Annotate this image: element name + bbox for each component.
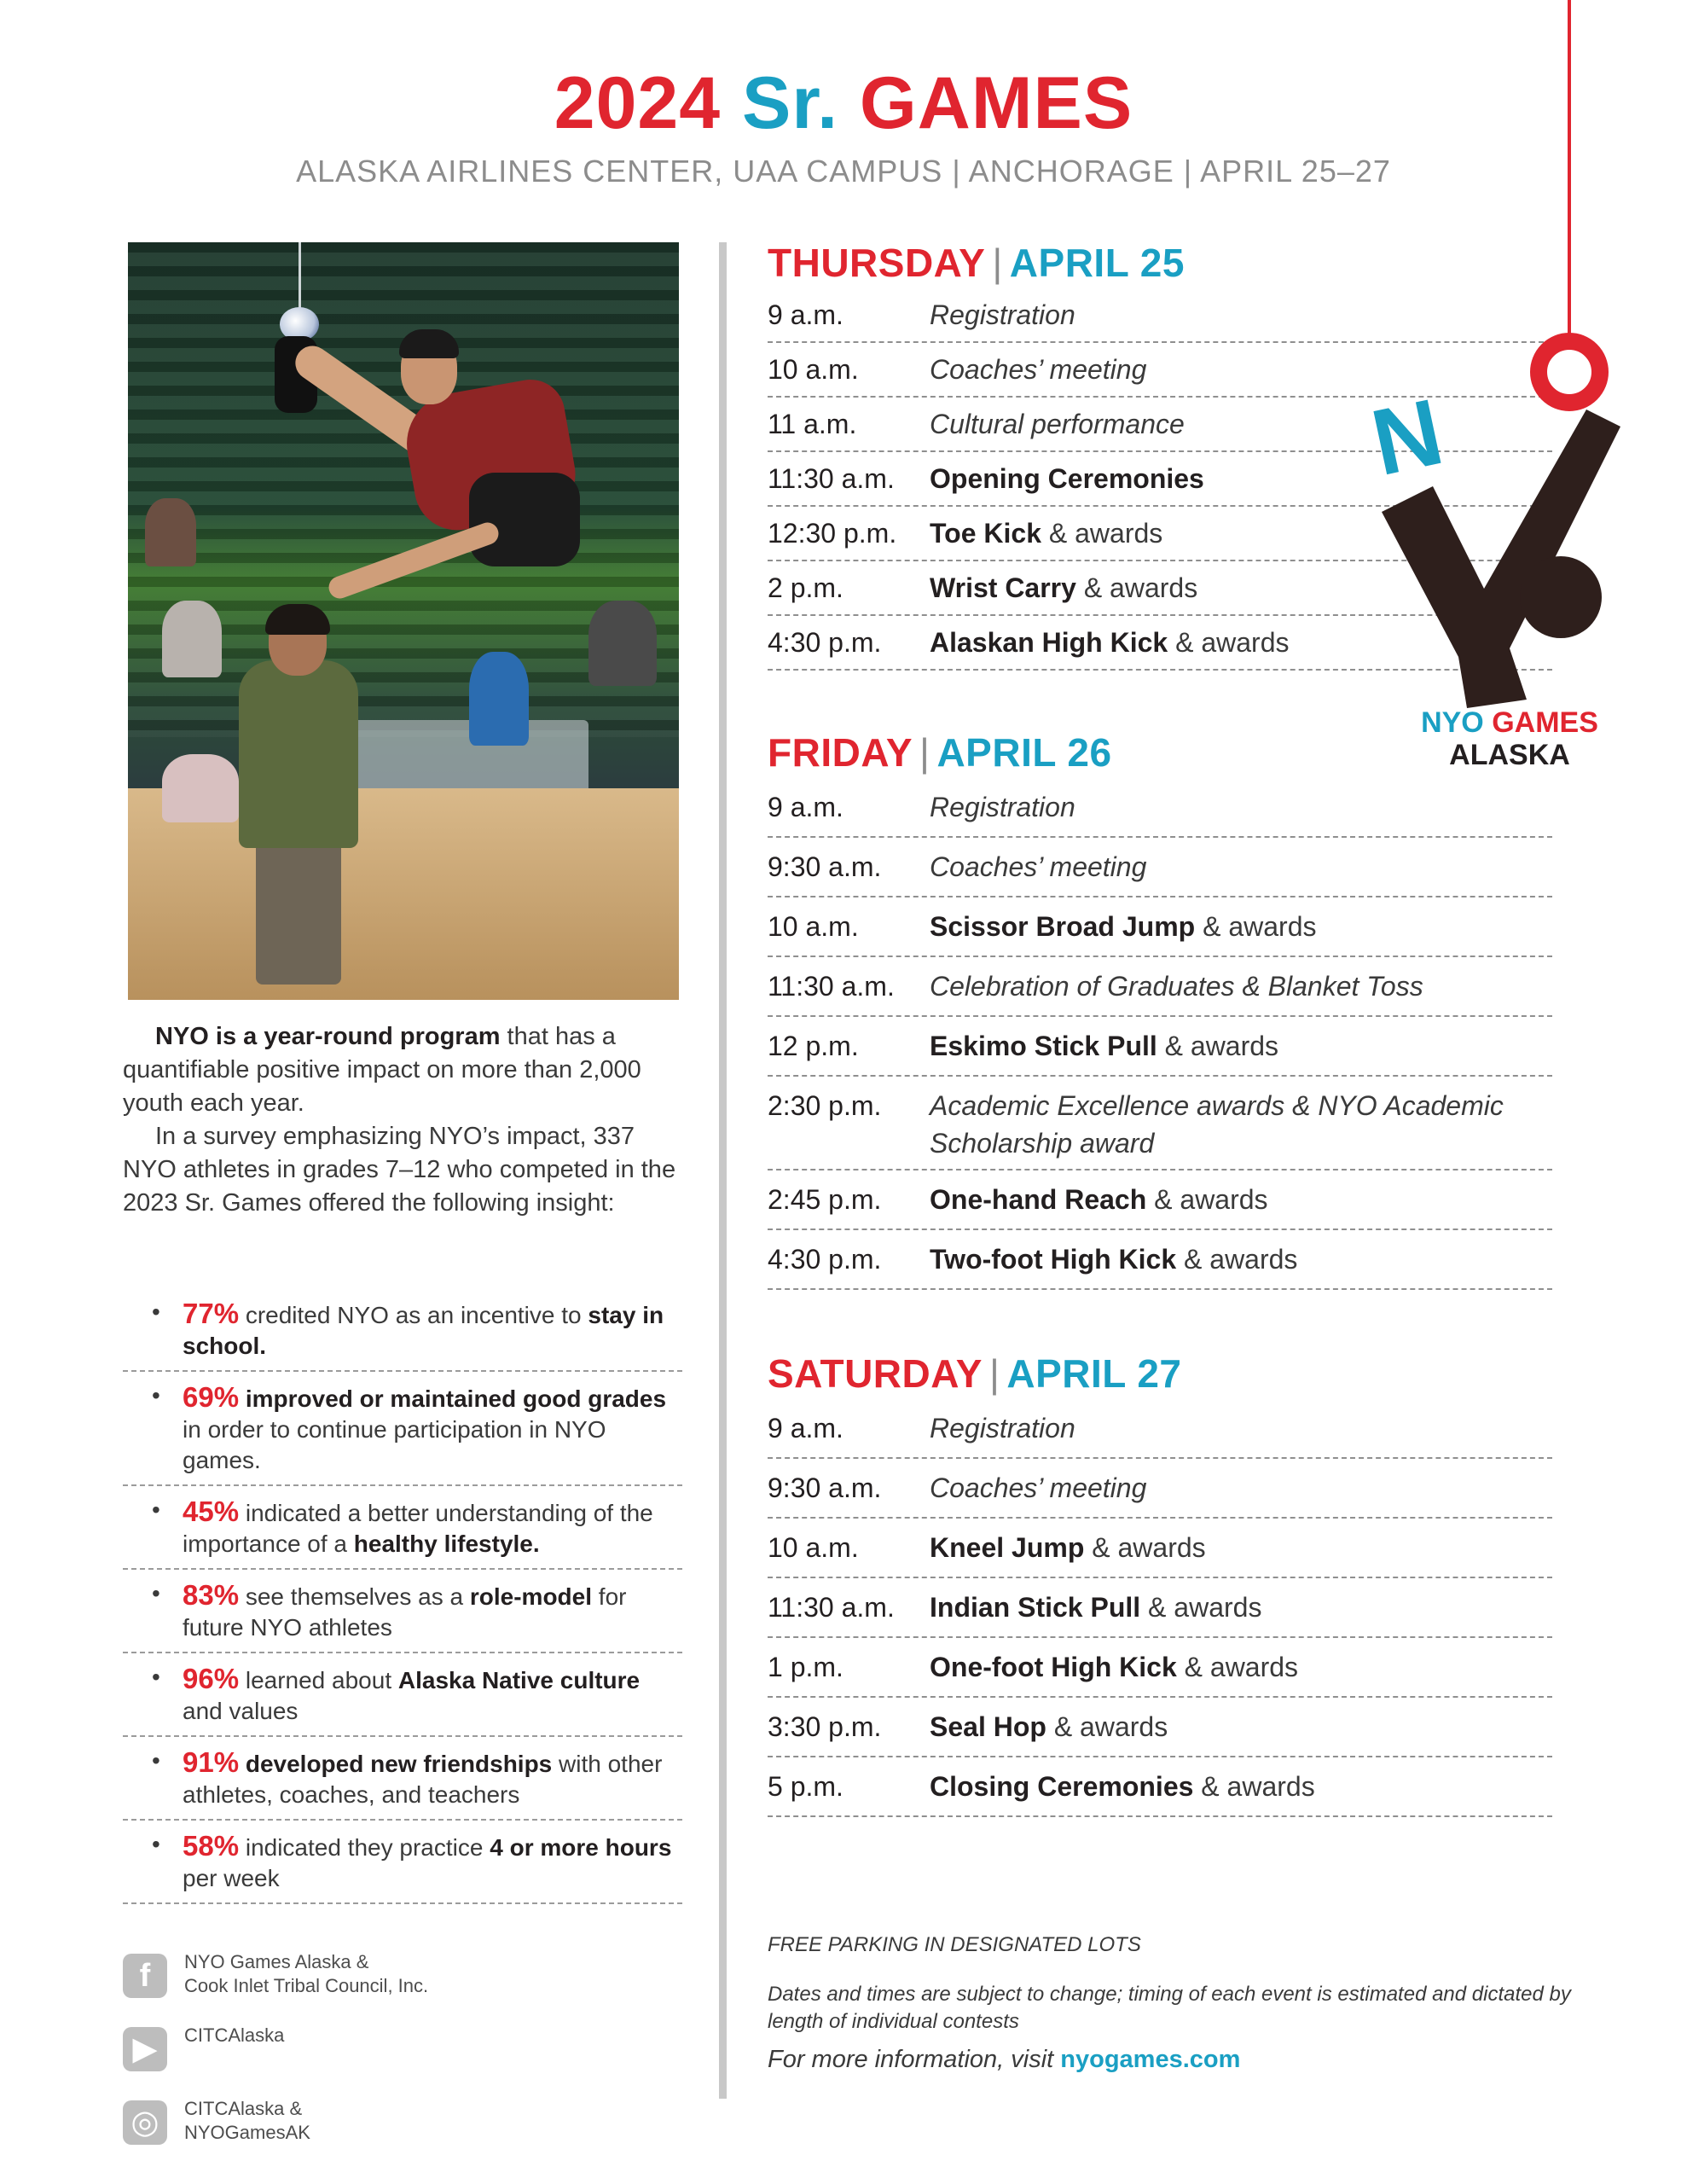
stat-text-end: in order to continue participation in NYO games. bbox=[183, 1416, 606, 1473]
event-name bbox=[930, 1578, 1552, 1636]
social-item[interactable] bbox=[123, 2024, 600, 2078]
social-text bbox=[184, 1950, 428, 1998]
stat-text: credited NYO as an incentive to bbox=[239, 1302, 588, 1328]
stat-percent: 91% bbox=[183, 1746, 240, 1778]
social-line-1: CITCAlaska bbox=[184, 2024, 285, 2046]
event-time: 11:30 a.m. bbox=[768, 1592, 895, 1623]
logo-y-dot bbox=[1520, 556, 1602, 638]
event-time: 10 a.m. bbox=[768, 354, 859, 385]
title-sr: Sr. bbox=[741, 62, 838, 144]
photo-spectator bbox=[162, 601, 222, 677]
stat-highlight: 4 or more hours bbox=[490, 1834, 672, 1861]
social-text bbox=[184, 2097, 310, 2145]
stat-item bbox=[123, 1486, 682, 1570]
event-name bbox=[930, 1399, 1552, 1457]
stat-text bbox=[239, 1385, 246, 1412]
event-italic: Registration bbox=[930, 299, 1075, 330]
event-suffix: & awards bbox=[1146, 1184, 1268, 1215]
stat-percent: 96% bbox=[183, 1663, 240, 1694]
schedule-row bbox=[768, 1230, 1552, 1290]
stat-text: indicated a better understanding of the importance of a bbox=[183, 1500, 653, 1557]
instagram-icon: ◎ bbox=[123, 2100, 167, 2145]
event-italic: Cultural performance bbox=[930, 409, 1185, 439]
intro-paragraph-2: In a survey emphasizing NYO’s impact, 337 NYO athletes in grades 7–12 who competed in the 2023 Sr. Games offered the following insight: bbox=[123, 1123, 676, 1217]
parking-note: FREE PARKING IN DESIGNATED LOTS bbox=[768, 1933, 1141, 1956]
event-suffix: & awards bbox=[1046, 1711, 1168, 1742]
event-bold: Alaskan High Kick bbox=[930, 627, 1168, 658]
logo-label bbox=[1382, 706, 1638, 771]
stat-percent: 69% bbox=[183, 1381, 240, 1413]
stat-highlight: healthy lifestyle. bbox=[353, 1531, 540, 1557]
event-time: 9 a.m. bbox=[768, 1413, 844, 1443]
event-time: 4:30 p.m. bbox=[768, 1244, 882, 1275]
day-date: APRIL 25 bbox=[1009, 241, 1185, 285]
event-name bbox=[930, 897, 1552, 956]
event-time: 2:30 p.m. bbox=[768, 1090, 882, 1121]
photo-spectator bbox=[145, 498, 196, 566]
schedule-row bbox=[768, 1399, 1552, 1459]
event-name bbox=[930, 1519, 1552, 1577]
event-name bbox=[930, 1017, 1552, 1075]
event-name bbox=[930, 1638, 1552, 1696]
event-name bbox=[930, 1459, 1552, 1517]
event-time: 9 a.m. bbox=[768, 792, 844, 822]
photo-spectator bbox=[588, 601, 657, 686]
event-suffix: & awards bbox=[1075, 572, 1198, 603]
stat-item bbox=[123, 1570, 682, 1653]
photo-banner bbox=[333, 720, 588, 797]
schedule-row bbox=[768, 957, 1552, 1017]
athlete-photo bbox=[128, 242, 679, 1000]
event-time: 5 p.m. bbox=[768, 1771, 844, 1802]
event-bold: Indian Stick Pull bbox=[930, 1592, 1141, 1623]
event-name bbox=[930, 957, 1552, 1015]
event-name bbox=[930, 1087, 1552, 1162]
event-bold: Seal Hop bbox=[930, 1711, 1046, 1742]
stat-text: learned about bbox=[239, 1667, 398, 1693]
schedule-row bbox=[768, 1698, 1552, 1757]
event-italic: Coaches’ meeting bbox=[930, 1472, 1147, 1503]
event-name bbox=[930, 1757, 1552, 1815]
event-bold: Opening Ceremonies bbox=[930, 463, 1204, 494]
event-name bbox=[930, 1698, 1552, 1756]
event-suffix: & awards bbox=[1176, 1244, 1298, 1275]
day-separator: | bbox=[988, 1351, 1000, 1396]
photo-judge-legs bbox=[256, 839, 341, 985]
event-suffix: & awards bbox=[1084, 1532, 1206, 1563]
schedule-rows bbox=[768, 778, 1552, 1290]
youtube-icon: ▶ bbox=[123, 2027, 167, 2071]
event-name bbox=[930, 1230, 1552, 1288]
event-suffix: & awards bbox=[1041, 518, 1163, 549]
event-time: 9 a.m. bbox=[768, 299, 844, 330]
event-suffix: & awards bbox=[1193, 1771, 1315, 1802]
event-bold: Wrist Carry bbox=[930, 572, 1076, 603]
schedule-row bbox=[768, 1017, 1552, 1077]
schedule-row bbox=[768, 1757, 1552, 1817]
event-time: 10 a.m. bbox=[768, 911, 859, 942]
day-name: THURSDAY bbox=[768, 241, 986, 285]
day-heading bbox=[768, 1348, 1552, 1399]
stat-text-end: and values bbox=[183, 1698, 299, 1724]
stat-item bbox=[123, 1653, 682, 1737]
day-separator: | bbox=[919, 730, 930, 775]
title-year: 2024 bbox=[554, 62, 722, 144]
page-subtitle: ALASKA AIRLINES CENTER, UAA CAMPUS | ANCHORAGE | APRIL 25–27 bbox=[296, 154, 1391, 189]
social-text bbox=[184, 2024, 284, 2048]
event-bold: Closing Ceremonies bbox=[930, 1771, 1194, 1802]
event-time: 11 a.m. bbox=[768, 409, 857, 439]
event-bold: Two-foot High Kick bbox=[930, 1244, 1177, 1275]
stat-percent: 83% bbox=[183, 1579, 240, 1611]
day-name: FRIDAY bbox=[768, 730, 913, 775]
event-time: 2:45 p.m. bbox=[768, 1184, 882, 1215]
logo-letter-o bbox=[1539, 341, 1600, 403]
stat-percent: 77% bbox=[183, 1298, 240, 1329]
event-bold: One-hand Reach bbox=[930, 1184, 1147, 1215]
social-item[interactable] bbox=[123, 1950, 600, 2005]
stat-item bbox=[123, 1288, 682, 1372]
event-italic: Coaches’ meeting bbox=[930, 851, 1147, 882]
day-name: SATURDAY bbox=[768, 1351, 983, 1396]
schedule-row bbox=[768, 1578, 1552, 1638]
stat-item bbox=[123, 1737, 682, 1821]
event-suffix: & awards bbox=[1140, 1592, 1262, 1623]
title-games: GAMES bbox=[859, 62, 1133, 144]
stat-highlight: developed new friendships bbox=[245, 1751, 553, 1777]
social-links bbox=[123, 1950, 600, 2170]
event-italic: Academic Excellence awards & NYO Academic Scholarship award bbox=[930, 1090, 1504, 1159]
disclaimer-note: Dates and times are subject to change; timing of each event is estimated and dictated by length of individual contests bbox=[768, 1983, 1571, 2033]
event-time: 12 p.m. bbox=[768, 1031, 859, 1061]
website-link[interactable]: nyogames.com bbox=[1060, 2046, 1241, 2073]
event-time: 9:30 a.m. bbox=[768, 1472, 882, 1503]
social-line-2: Cook Inlet Tribal Council, Inc. bbox=[184, 1975, 429, 1996]
social-line-1: CITCAlaska & bbox=[184, 2098, 303, 2119]
event-suffix: & awards bbox=[1176, 1652, 1299, 1682]
schedule-row bbox=[768, 1519, 1552, 1578]
nyo-logo bbox=[1356, 0, 1638, 768]
photo-jumper-shorts bbox=[469, 473, 580, 566]
photo-jumper-hair bbox=[399, 329, 459, 358]
social-line-2: NYOGamesAK bbox=[184, 2122, 310, 2143]
stat-percent: 45% bbox=[183, 1496, 240, 1527]
social-line-1: NYO Games Alaska & bbox=[184, 1951, 369, 1972]
footer-notes bbox=[768, 1933, 1586, 2074]
photo-judge-body bbox=[239, 660, 358, 848]
survey-stats-list bbox=[123, 1288, 682, 1904]
photo-cord bbox=[299, 242, 301, 311]
event-italic: Celebration of Graduates & Blanket Toss bbox=[930, 971, 1423, 1002]
stat-percent: 58% bbox=[183, 1830, 240, 1862]
event-time: 1 p.m. bbox=[768, 1652, 844, 1682]
event-time: 10 a.m. bbox=[768, 1532, 859, 1563]
logo-label-nyo: NYO bbox=[1421, 706, 1484, 739]
event-time: 9:30 a.m. bbox=[768, 851, 882, 882]
intro-paragraph-1 bbox=[123, 1020, 677, 1120]
event-time: 2 p.m. bbox=[768, 572, 844, 603]
day-date: APRIL 27 bbox=[1006, 1351, 1182, 1396]
intro-text bbox=[123, 1020, 677, 1220]
schedule-saturday bbox=[768, 1348, 1552, 1817]
social-item[interactable] bbox=[123, 2097, 600, 2152]
schedule-friday bbox=[768, 727, 1552, 1290]
stat-text-end: with other athletes, coaches, and teachers bbox=[183, 1751, 663, 1808]
event-name bbox=[930, 778, 1552, 836]
photo-spectator bbox=[162, 754, 239, 822]
schedule-rows bbox=[768, 1399, 1552, 1817]
stat-text bbox=[239, 1751, 246, 1777]
event-bold: Kneel Jump bbox=[930, 1532, 1085, 1563]
event-suffix: & awards bbox=[1157, 1031, 1279, 1061]
photo-spectator bbox=[469, 652, 529, 746]
more-info-text: For more information, visit bbox=[768, 2046, 1061, 2073]
schedule-row bbox=[768, 1077, 1552, 1170]
stat-text: see themselves as a bbox=[239, 1583, 470, 1610]
event-bold: Eskimo Stick Pull bbox=[930, 1031, 1157, 1061]
stat-highlight: improved or maintained good grades bbox=[245, 1385, 667, 1412]
column-divider bbox=[719, 242, 727, 2099]
event-italic: Registration bbox=[930, 792, 1075, 822]
day-date: APRIL 26 bbox=[936, 730, 1112, 775]
event-time: 3:30 p.m. bbox=[768, 1711, 882, 1742]
stat-text: indicated they practice bbox=[239, 1834, 490, 1861]
schedule-row bbox=[768, 838, 1552, 897]
event-time: 11:30 a.m. bbox=[768, 463, 895, 494]
logo-letter-n: N bbox=[1363, 379, 1452, 497]
event-time: 4:30 p.m. bbox=[768, 627, 882, 658]
event-suffix: & awards bbox=[1195, 911, 1317, 942]
event-bold: One-foot High Kick bbox=[930, 1652, 1177, 1682]
event-bold: Scissor Broad Jump bbox=[930, 911, 1196, 942]
stat-text-end: per week bbox=[183, 1865, 280, 1891]
facebook-icon: f bbox=[123, 1954, 167, 1998]
logo-label-games: GAMES bbox=[1492, 706, 1598, 739]
stat-item bbox=[123, 1821, 682, 1904]
day-separator: | bbox=[992, 241, 1003, 285]
intro-bold: NYO is a year-round program bbox=[155, 1023, 501, 1050]
schedule-row bbox=[768, 1459, 1552, 1519]
event-bold: Toe Kick bbox=[930, 518, 1041, 549]
event-name bbox=[930, 838, 1552, 896]
schedule-row bbox=[768, 778, 1552, 838]
schedule-row bbox=[768, 897, 1552, 957]
schedule-row bbox=[768, 1638, 1552, 1698]
event-time: 11:30 a.m. bbox=[768, 971, 895, 1002]
stat-item bbox=[123, 1372, 682, 1486]
schedule-row bbox=[768, 1170, 1552, 1230]
intro-rest: that has a quantifiable positive impact on more than 2,000 youth each year. bbox=[123, 1023, 641, 1117]
stat-text-end: for future NYO athletes bbox=[183, 1583, 627, 1641]
event-italic: Registration bbox=[930, 1413, 1075, 1443]
stat-highlight: role-model bbox=[469, 1583, 593, 1610]
stat-highlight: stay in school. bbox=[183, 1302, 664, 1359]
event-italic: Coaches’ meeting bbox=[930, 354, 1147, 385]
more-info bbox=[768, 2046, 1586, 2074]
stat-highlight: Alaska Native culture bbox=[397, 1667, 641, 1693]
logo-label-alaska: ALASKA bbox=[1449, 739, 1570, 771]
event-name bbox=[930, 1170, 1552, 1228]
event-time: 12:30 p.m. bbox=[768, 518, 897, 549]
event-suffix: & awards bbox=[1168, 627, 1290, 658]
